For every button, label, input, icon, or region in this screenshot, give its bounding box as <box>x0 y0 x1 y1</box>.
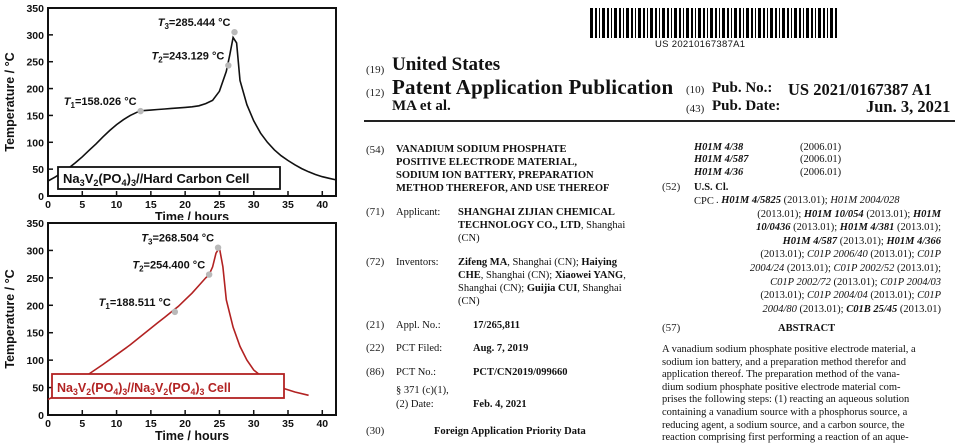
cpc-segment: 2004/24 <box>749 262 785 274</box>
cpc-segment: C01P 2002/72 <box>770 276 831 288</box>
barcode-bar <box>710 8 713 38</box>
barcode-bar <box>782 8 785 38</box>
pub-date-value: Jun. 3, 2021 <box>866 97 951 116</box>
cpc-segment: H01M 10/054 <box>803 208 864 220</box>
ipc-row: H01M 4/36 (2006.01) <box>694 166 842 178</box>
legend-label: $Na_3V_2(PO_4)_3//Na_3V_2(PO_4)_3$ Cell <box>57 381 231 397</box>
cpc-segment: 2004/80 <box>762 303 797 315</box>
temperature-marker <box>172 309 178 315</box>
cpc-segment: C01P <box>917 249 941 261</box>
y-tick-label: 100 <box>26 355 44 368</box>
barcode-bar <box>655 8 657 38</box>
ipc-row: H01M 4/587 (2006.01) <box>694 154 842 166</box>
barcode-bar <box>791 8 792 38</box>
inventors-value <box>458 256 626 308</box>
barcode-bar <box>770 8 773 38</box>
abstract-line: A vanadium sodium phosphate positive electrode material, a <box>662 344 916 355</box>
barcode-bar <box>631 8 633 38</box>
y-axis-label: Temperature / °C <box>3 52 17 152</box>
barcode-bar <box>746 8 749 38</box>
pct-no-value: PCT/CN2019/099660 <box>473 367 568 378</box>
field-code-10: (10) <box>686 84 705 96</box>
barcode-bar <box>691 8 693 38</box>
applicant-name-line: TECHNOLOGY CO., LTD <box>458 220 581 231</box>
inventor-name: Xiaowei YANG <box>554 270 624 281</box>
pub-no-value: US 2021/0167387 A1 <box>788 80 932 99</box>
barcode-bar <box>743 8 744 38</box>
x-tick-label: 0 <box>45 199 51 211</box>
inventor-location: , Shanghai (CN); <box>507 257 582 268</box>
barcode-bar <box>739 8 741 38</box>
cpc-line <box>716 303 941 317</box>
x-tick-label: 40 <box>316 418 329 430</box>
field-code-57: (57) <box>662 322 681 334</box>
barcode-bar <box>707 8 708 38</box>
barcode-bar <box>767 8 768 38</box>
x-tick-label: 20 <box>179 199 191 211</box>
barcode-bar <box>662 8 665 38</box>
appl-no-label: Appl. No.: <box>396 320 441 331</box>
y-tick-label: 50 <box>32 382 44 395</box>
cpc-segment: (2013.01); <box>757 208 804 220</box>
inventor-location: , Shanghai <box>577 283 622 294</box>
barcode-bar <box>727 8 729 38</box>
abstract-line: reaction comprising first performing a reaction of an aque- <box>662 432 909 443</box>
cpc-classifications <box>716 194 941 316</box>
barcode-number: US 20210167387A1 <box>655 39 746 50</box>
pub-no-label: Pub. No.: <box>712 80 773 96</box>
temperature-marker <box>231 29 237 35</box>
temperature-marker <box>206 271 212 277</box>
patent-page <box>350 0 955 443</box>
barcode-bar <box>815 8 816 38</box>
cpc-segment: . <box>716 195 722 206</box>
field-code-19: (19) <box>366 64 385 76</box>
barcode-bar <box>715 8 717 38</box>
x-axis-label: Time / hours <box>154 210 230 220</box>
x-tick-label: 30 <box>247 418 260 430</box>
title-line: POSITIVE ELECTRODE MATERIAL, <box>396 157 577 168</box>
s371-date-value: Feb. 4, 2021 <box>473 399 527 410</box>
cpc-line <box>716 289 941 303</box>
cpc-segment: (2013.01); <box>894 262 941 274</box>
pub-date-label: Pub. Date: <box>712 98 781 114</box>
temperature-marker <box>215 244 221 250</box>
cpc-segment: H01M 2004/028 <box>830 195 900 206</box>
cpc-line <box>716 221 941 235</box>
s371-date-label: (2) Date: <box>396 399 434 410</box>
x-tick-label: 35 <box>282 199 294 211</box>
applicant-label: Applicant: <box>396 207 441 218</box>
barcode-bar <box>643 8 645 38</box>
barcode-bar <box>794 8 797 38</box>
cpc-line <box>716 248 941 262</box>
applicant-short: MA et al. <box>392 98 451 114</box>
inventors-label: Inventors: <box>396 257 439 268</box>
barcode-bar <box>698 8 701 38</box>
barcode-bar <box>599 8 600 38</box>
y-tick-label: 0 <box>38 191 44 203</box>
x-tick-label: 25 <box>213 199 226 211</box>
cpc-segment: H01M <box>912 208 941 220</box>
barcode <box>590 8 840 38</box>
us-cl-label: U.S. Cl. <box>694 182 729 193</box>
cpc-line <box>716 262 941 276</box>
cpc-segment: H01M 4/587 <box>782 235 838 247</box>
y-tick-label: 250 <box>26 56 44 69</box>
y-tick-label: 200 <box>26 300 44 313</box>
cpc-line <box>716 194 941 208</box>
temperature-annotation: $T_3=268.504$ °C <box>141 232 215 247</box>
barcode-bar <box>799 8 801 38</box>
cpc-line <box>716 235 941 249</box>
y-tick-label: 300 <box>26 29 44 42</box>
cpc-segment: H01M 4/381 <box>839 222 895 234</box>
applicant-country: (CN) <box>458 233 480 244</box>
abstract-line: dium sodium phosphate positive electrode material com- <box>662 381 901 393</box>
barcode-bar <box>671 8 672 38</box>
barcode-bar <box>614 8 617 38</box>
y-tick-label: 100 <box>26 137 44 150</box>
chart-nvp-cell <box>0 220 340 443</box>
x-tick-label: 5 <box>79 418 86 430</box>
barcode-bar <box>695 8 696 38</box>
temperature-annotation: $T_3=285.444$ °C <box>157 17 231 32</box>
barcode-bar <box>806 8 809 38</box>
temperature-annotation: $T_1=158.026$ °C <box>63 96 137 111</box>
y-tick-label: 350 <box>26 3 44 15</box>
inventor-location: (CN) <box>458 296 480 307</box>
cpc-segment: (2013.01); <box>784 262 834 274</box>
barcode-bar <box>763 8 765 38</box>
cpc-segment: (2013.01); <box>760 249 807 261</box>
x-tick-label: 15 <box>145 418 157 430</box>
chart-hard-carbon-cell <box>0 0 340 220</box>
field-code-21: (21) <box>366 319 385 331</box>
barcode-bar <box>607 8 609 38</box>
x-tick-label: 25 <box>213 418 226 430</box>
barcode-bar <box>602 8 605 38</box>
cpc-segment: 10/0436 <box>756 222 791 234</box>
inventor-name: Guijia CUI <box>526 283 578 294</box>
cpc-segment: H01M 4/366 <box>886 235 941 247</box>
barcode-bar <box>595 8 597 38</box>
barcode-bar <box>683 8 684 38</box>
field-code-72: (72) <box>366 256 385 268</box>
pct-no-label: PCT No.: <box>396 367 437 378</box>
barcode-bar <box>638 8 641 38</box>
cpc-segment: (2013.01); <box>837 235 887 247</box>
barcode-bar <box>619 8 621 38</box>
barcode-bar <box>686 8 689 38</box>
barcode-bar <box>667 8 669 38</box>
field-code-12: (12) <box>366 87 385 99</box>
title-line: VANADIUM SODIUM PHOSPHATE <box>396 144 567 155</box>
header-rule <box>364 120 955 122</box>
barcode-bar <box>775 8 777 38</box>
x-tick-label: 10 <box>110 418 123 430</box>
field-code-22: (22) <box>366 342 385 354</box>
barcode-bar <box>803 8 804 38</box>
abstract-line: sodium ion battery, and a preparation method therefor and <box>662 356 906 368</box>
temperature-marker <box>137 108 143 114</box>
y-tick-label: 0 <box>38 410 44 422</box>
x-tick-label: 40 <box>316 199 329 211</box>
ipc-table <box>694 142 841 179</box>
barcode-bar <box>674 8 677 38</box>
field-code-71: (71) <box>366 206 385 218</box>
pct-filed-value: Aug. 7, 2019 <box>473 343 529 354</box>
cpc-segment: C01P 2004/03 <box>880 276 941 288</box>
y-tick-label: 150 <box>26 110 44 123</box>
temperature-annotation: $T_2=254.400$ °C <box>132 259 206 274</box>
barcode-bar <box>635 8 636 38</box>
barcode-bar <box>647 8 648 38</box>
barcode-bar <box>626 8 629 38</box>
barcode-bar <box>827 8 828 38</box>
barcode-bar <box>755 8 756 38</box>
y-tick-label: 200 <box>26 83 44 96</box>
abstract-line: application thereof. The preparation method of the vana- <box>662 369 900 381</box>
field-code-43: (43) <box>686 103 705 115</box>
cpc-segment: (2013.01) <box>897 303 941 315</box>
barcode-bar <box>779 8 780 38</box>
legend-label: $Na_3V_2(PO_4)_3/$/Hard Carbon Cell <box>63 171 250 188</box>
abstract-line: containing a vanadium source with a phosphorus source, a <box>662 406 908 418</box>
y-axis-label: Temperature / °C <box>3 269 17 369</box>
abstract-text <box>662 344 952 443</box>
barcode-bar <box>719 8 720 38</box>
barcode-bar <box>823 8 825 38</box>
y-tick-label: 350 <box>26 220 44 230</box>
x-tick-label: 10 <box>110 199 123 211</box>
barcode-bar <box>835 8 837 38</box>
barcode-bar <box>703 8 705 38</box>
barcode-bar <box>722 8 725 38</box>
barcode-bar <box>734 8 737 38</box>
temperature-annotation: $T_1=188.511$ °C <box>98 296 171 311</box>
y-tick-label: 150 <box>26 327 44 340</box>
cpc-segment: (2013.01); <box>867 249 918 261</box>
x-tick-label: 0 <box>45 418 51 430</box>
cpc-segment: C01B 25/45 <box>846 303 898 315</box>
cpc-segment: (2013.01); <box>760 290 807 302</box>
inventor-name: Zifeng MA <box>458 257 508 268</box>
applicant-location: , Shanghai <box>580 220 626 231</box>
cpc-segment: C01P 2004/04 <box>807 290 868 302</box>
abstract-line: prises the following steps: (1) reacting an aqueous solution <box>662 394 910 406</box>
inventor-location: , <box>623 270 626 281</box>
cpc-segment: C01P 2006/40 <box>807 249 868 261</box>
field-code-86: (86) <box>366 366 385 378</box>
title-line: METHOD THEREFOR, AND USE THEREOF <box>396 183 610 194</box>
barcode-bar <box>731 8 732 38</box>
document-type-heading: Patent Application Publication <box>392 75 674 99</box>
barcode-bar <box>787 8 789 38</box>
barcode-bar <box>623 8 624 38</box>
ipc-row: H01M 4/38 (2006.01) <box>694 142 842 153</box>
x-tick-label: 15 <box>145 199 157 211</box>
barcode-bar <box>679 8 681 38</box>
barcode-bar <box>659 8 660 38</box>
barcode-bar <box>590 8 593 38</box>
cpc-label: CPC <box>694 196 714 207</box>
title-line: SODIUM ION BATTERY, PREPARATION <box>396 170 594 181</box>
y-tick-label: 300 <box>26 245 44 258</box>
cpc-line <box>716 208 941 222</box>
cpc-segment: (2013.01); <box>863 208 913 220</box>
temperature-annotation: $T_2=243.129$ °C <box>151 50 225 65</box>
barcode-bar <box>758 8 761 38</box>
x-tick-label: 5 <box>79 199 86 211</box>
x-tick-label: 20 <box>179 418 191 430</box>
applicant-value <box>458 206 625 245</box>
barcode-bar <box>811 8 813 38</box>
inventor-location: Shanghai (CN); <box>458 283 527 294</box>
foreign-priority-heading: Foreign Application Priority Data <box>434 426 586 437</box>
cpc-segment: (2013.01); <box>790 222 840 234</box>
cpc-segment: C01P 2002/52 <box>833 262 895 274</box>
abstract-heading: ABSTRACT <box>778 323 836 334</box>
temperature-marker <box>225 62 231 68</box>
abstract-line: reducing agent, a sodium source, and a carbon source, the <box>662 419 905 431</box>
y-tick-label: 50 <box>32 164 44 177</box>
cpc-segment: (2013.01); <box>781 195 831 206</box>
x-tick-label: 30 <box>247 199 260 211</box>
barcode-bar <box>650 8 653 38</box>
x-tick-label: 35 <box>282 418 294 430</box>
field-code-30: (30) <box>366 425 385 437</box>
country-heading: United States <box>392 54 501 75</box>
applicant-name-line: SHANGHAI ZIJIAN CHEMICAL <box>458 207 615 218</box>
cpc-segment: H01M 4/5825 <box>721 195 782 206</box>
cpc-line <box>716 276 941 290</box>
cpc-segment: C01P <box>917 290 941 302</box>
pct-filed-label: PCT Filed: <box>396 343 443 354</box>
field-code-54: (54) <box>366 144 385 156</box>
cpc-segment: (2013.01); <box>867 290 918 302</box>
barcode-bar <box>611 8 612 38</box>
field-code-52: (52) <box>662 181 681 193</box>
y-tick-label: 250 <box>26 272 44 285</box>
s371-line: § 371 (c)(1), <box>396 385 449 396</box>
barcode-bar <box>818 8 821 38</box>
inventor-location: , Shanghai (CN); <box>480 270 555 281</box>
barcode-bar <box>830 8 833 38</box>
cpc-segment: (2013.01); <box>796 303 847 315</box>
title-block <box>396 143 609 195</box>
inventor-name: CHE <box>458 270 481 281</box>
cpc-segment: (2013.01); <box>894 222 941 234</box>
inventor-name: Haiying <box>581 257 617 268</box>
appl-no-value: 17/265,811 <box>473 320 520 331</box>
cpc-segment: (2013.01); <box>830 276 881 288</box>
x-axis-label: Time / hours <box>154 429 230 443</box>
barcode-bar <box>751 8 753 38</box>
charts-panel <box>0 0 340 443</box>
